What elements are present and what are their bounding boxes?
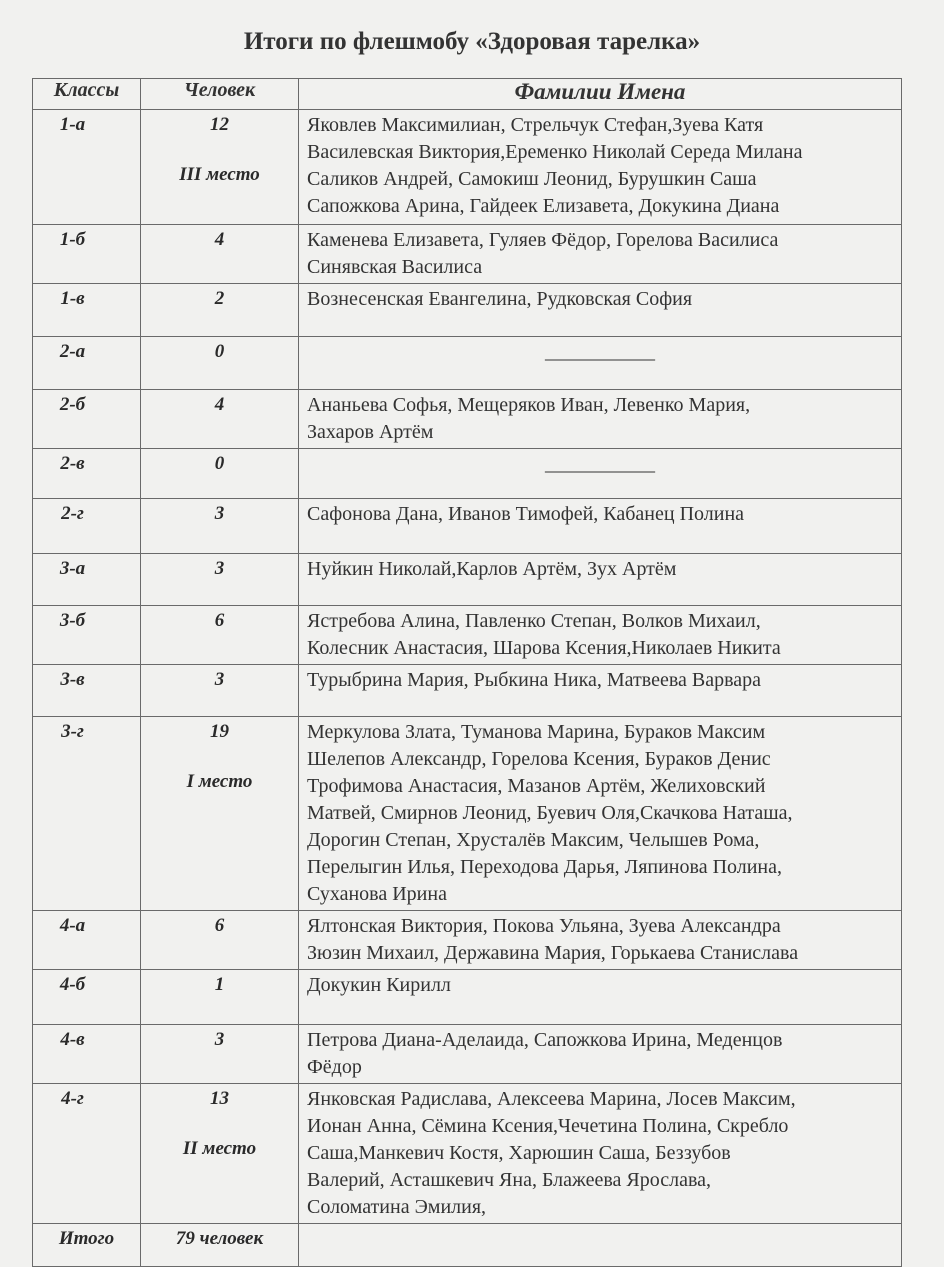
count-value: 12 — [210, 114, 229, 135]
names-line: Ионан Анна, Сёмина Ксения,Чечетина Полина, Скребло — [307, 1115, 789, 1137]
count-value: 3 — [214, 669, 225, 690]
table-row — [33, 225, 902, 284]
names-line: Колесник Анастасия, Шарова Ксения,Николаев Никита — [307, 637, 781, 659]
names-line: Янковская Радислава, Алексеева Марина, Лосев Максим, — [307, 1088, 796, 1110]
names-line: ___________ — [545, 341, 655, 363]
names-line: Соломатина Эмилия, — [307, 1196, 487, 1218]
names-cell — [299, 1084, 902, 1224]
names-line: Суханова Ирина — [307, 883, 447, 905]
names-cell — [299, 449, 902, 499]
count-cell — [141, 449, 299, 499]
total-value: 79 человек — [141, 1224, 299, 1267]
names-line: Каменева Елизавета, Гуляев Фёдор, Горелова Василиса — [307, 229, 779, 251]
table-row — [33, 337, 902, 390]
class-cell: 4-в — [33, 1025, 141, 1084]
table-row — [33, 499, 902, 554]
names-cell — [299, 606, 902, 665]
names-line: Захаров Артём — [307, 421, 434, 443]
class-cell: 4-г — [33, 1084, 141, 1224]
count-cell — [141, 225, 299, 284]
table-row — [33, 554, 902, 606]
names-cell — [299, 499, 902, 554]
count-value: 2 — [214, 288, 225, 309]
count-cell — [141, 1025, 299, 1084]
names-cell — [299, 911, 902, 970]
count-value: 0 — [214, 453, 225, 474]
count-value: 4 — [214, 394, 225, 415]
names-line: Фёдор — [307, 1056, 362, 1078]
names-line: Валерий, Асташкевич Яна, Блажеева Ярослава, — [307, 1169, 712, 1191]
count-cell — [141, 390, 299, 449]
names-line: Перелыгин Илья, Переходова Дарья, Ляпинова Полина, — [307, 856, 783, 878]
names-cell — [299, 970, 902, 1025]
class-cell: 1-в — [33, 284, 141, 337]
names-line: Дорогин Степан, Хрусталёв Максим, Челышев Рома, — [307, 829, 760, 851]
names-line: Ананьева Софья, Мещеряков Иван, Левенко Мария, — [307, 394, 751, 416]
table-header-row — [33, 79, 902, 110]
names-line: Саша,Манкевич Костя, Харюшин Саша, Беззубов — [307, 1142, 731, 1164]
header-names: Фамилии Имена — [299, 79, 902, 110]
table-row — [33, 390, 902, 449]
names-line: Шелепов Александр, Горелова Ксения, Бураков Денис — [307, 748, 771, 770]
count-cell — [141, 110, 299, 225]
names-line: Нуйкин Николай,Карлов Артём, Зух Артём — [307, 558, 677, 580]
names-line: Зюзин Михаил, Державина Мария, Горькаева Станислава — [307, 942, 799, 964]
names-cell — [299, 337, 902, 390]
names-cell — [299, 1025, 902, 1084]
count-value: 3 — [214, 558, 225, 579]
class-cell: 3-г — [33, 717, 141, 911]
class-cell: 3-а — [33, 554, 141, 606]
names-cell — [299, 284, 902, 337]
place-label: I место — [186, 771, 253, 792]
table-row — [33, 1084, 902, 1224]
count-cell — [141, 1084, 299, 1224]
count-cell — [141, 717, 299, 911]
class-cell: 4-а — [33, 911, 141, 970]
names-line: Трофимова Анастасия, Мазанов Артём, Желиховский — [307, 775, 766, 797]
count-value: 6 — [214, 610, 225, 631]
names-line: Докукин Кирилл — [307, 974, 451, 996]
names-line: Ялтонская Виктория, Покова Ульяна, Зуева Александра — [307, 915, 781, 937]
names-cell — [299, 225, 902, 284]
count-cell — [141, 665, 299, 717]
names-line: Василевская Виктория,Еременко Николай Середа Милана — [307, 141, 803, 163]
names-line: Саликов Андрей, Самокиш Леонид, Бурушкин Саша — [307, 168, 757, 190]
names-line: Вознесенская Евангелина, Рудковская София — [307, 288, 693, 310]
count-value: 3 — [214, 503, 225, 524]
document-title: Итоги по флешмобу «Здоровая тарелка» — [243, 28, 701, 55]
table-row — [33, 717, 902, 911]
table-row — [33, 284, 902, 337]
header-classes: Классы — [33, 79, 141, 110]
count-cell — [141, 554, 299, 606]
count-value: 4 — [214, 229, 225, 250]
names-line: Матвей, Смирнов Леонид, Буевич Оля,Скачкова Наташа, — [307, 802, 793, 824]
names-line: Меркулова Злата, Туманова Марина, Бураков Максим — [307, 721, 766, 743]
count-cell — [141, 499, 299, 554]
class-cell: 3-б — [33, 606, 141, 665]
place-label: II место — [182, 1138, 257, 1159]
names-cell — [299, 554, 902, 606]
table-row — [33, 110, 902, 225]
count-value: 0 — [214, 341, 225, 362]
count-value: 1 — [214, 974, 225, 995]
names-line: Сапожкова Арина, Гайдеек Елизавета, Докукина Диана — [307, 195, 780, 217]
count-cell — [141, 284, 299, 337]
count-value: 6 — [214, 915, 225, 936]
names-cell — [299, 110, 902, 225]
class-cell: 2-а — [33, 337, 141, 390]
count-cell — [141, 970, 299, 1025]
results-table — [32, 78, 902, 1267]
class-cell: 2-б — [33, 390, 141, 449]
total-label: Итого — [33, 1224, 141, 1267]
class-cell: 4-б — [33, 970, 141, 1025]
table-row — [33, 1025, 902, 1084]
names-line: Яковлев Максимилиан, Стрельчук Стефан,Зуева Катя — [307, 114, 764, 136]
class-cell: 2-в — [33, 449, 141, 499]
table-row — [33, 449, 902, 499]
count-cell — [141, 337, 299, 390]
names-line: Турыбрина Мария, Рыбкина Ника, Матвеева Варвара — [307, 669, 762, 691]
place-label: III место — [179, 164, 260, 185]
names-line: ___________ — [545, 453, 655, 475]
count-cell — [141, 911, 299, 970]
names-cell — [299, 390, 902, 449]
count-cell — [141, 606, 299, 665]
table-row — [33, 665, 902, 717]
table-row — [33, 606, 902, 665]
table-row — [33, 911, 902, 970]
count-value: 13 — [210, 1088, 229, 1109]
names-cell — [299, 665, 902, 717]
table-row — [33, 970, 902, 1025]
class-cell: 2-г — [33, 499, 141, 554]
header-people: Человек — [141, 79, 299, 110]
class-cell: 1-б — [33, 225, 141, 284]
names-cell — [299, 717, 902, 911]
class-cell: 1-а — [33, 110, 141, 225]
count-value: 3 — [214, 1029, 225, 1050]
names-line: Ястребова Алина, Павленко Степан, Волков Михаил, — [307, 610, 761, 632]
count-value: 19 — [210, 721, 229, 742]
names-line: Петрова Диана-Аделаида, Сапожкова Ирина, Меденцов — [307, 1029, 783, 1051]
names-line: Сафонова Дана, Иванов Тимофей, Кабанец Полина — [307, 503, 745, 525]
names-line: Синявская Василиса — [307, 256, 483, 278]
class-cell: 3-в — [33, 665, 141, 717]
